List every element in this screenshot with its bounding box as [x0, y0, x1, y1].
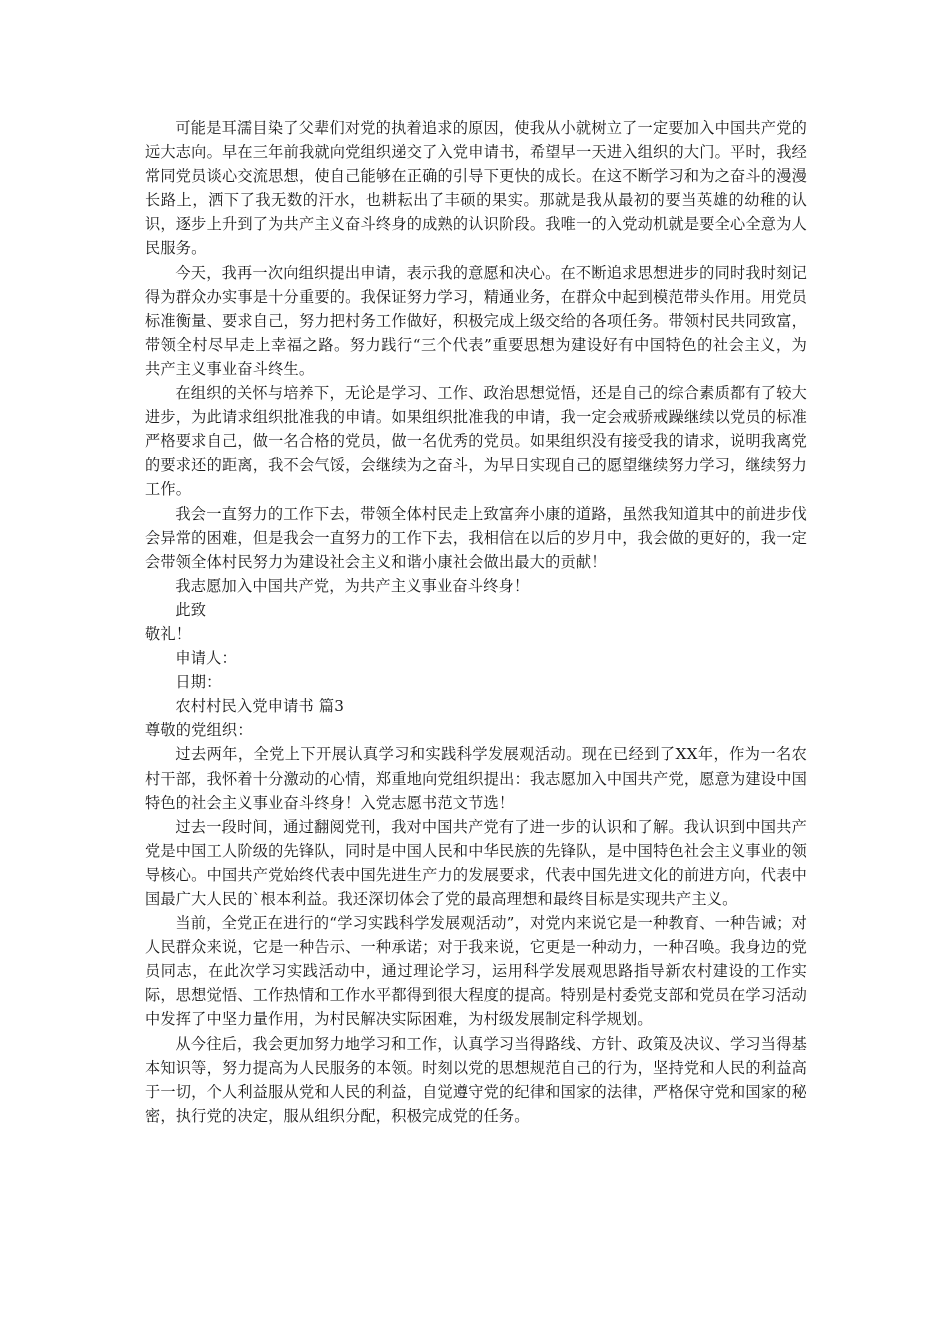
paragraph-2: 今天，我再一次向组织提出申请，表示我的意愿和决心。在不断追求思想进步的同时我时刻记得为群众办实事是十分重要的。我保证努力学习，精通业务，在群众中起到模范带头作用。用党员标准衡量、要求自己，努力把村务工作做好，积极完成上级交给的各项任务。带领村民共同致富，带领全村尽早走上幸福之路。努力践行“三个代表”重要思想为建设好有中国特色的社会主义，为共产主义事业奋斗终生。 — [145, 263, 807, 378]
paragraph-7: 过去一段时间，通过翻阅党刊，我对中国共产党有了进一步的认识和了解。我认识到中国共产党是中国工人阶级的先锋队，同时是中国人民和中华民族的先锋队，是中国特色社会主义事业的领导核心。中国共产党始终代表中国先进生产力的发展要求，代表中国先进文化的前进方向，代表中国最广大人民的`根本利益。我还深切体会了党的最高理想和最终目标是实现共产主义。 — [145, 817, 807, 908]
document-page — [145, 116, 807, 1128]
paragraph-9: 从今往后，我会更加努力地学习和工作，认真学习当得路线、方针、政策及决议、学习当得基本知识等，努力提高为人民服务的本领。时刻以党的思想规范自己的行为，坚持党和人民的利益高于一切，个人利益服从党和人民的利益，自觉遵守党的纪律和国家的法律，严格保守党和国家的秘密，执行党的决定，服从组织分配，积极完成党的任务。 — [145, 1034, 807, 1125]
applicant-label: 申请人： — [175, 649, 237, 668]
greeting: 尊敬的党组织： — [145, 721, 253, 740]
paragraph-8: 当前，全党正在进行的“学习实践科学发展观活动”，对党内来说它是一种教育、一种告诫；对人民群众来说，它是一种告示、一种承诺；对于我来说，它更是一种动力，一种召唤。我身边的党员同志，在此次学习实践活动中，通过理论学习，运用科学发展观思路指导新农村建设的工作实际，思想觉悟、工作热情和工作水平都得到很大程度的提高。特别是村委党支部和党员在学习活动中发挥了中坚力量作用，为村民解决实际困难，为村级发展制定科学规划。 — [145, 914, 807, 1029]
paragraph-6: 过去两年，全党上下开展认真学习和实践科学发展观活动。现在已经到了XX年，作为一名农村干部，我怀着十分激动的心情，郑重地向党组织提出：我志愿加入中国共产党，愿意为建设中国特色的社会主义事业奋斗终身！入党志愿书范文节选！ — [145, 745, 807, 812]
closing-text: 此致 — [175, 600, 207, 619]
paragraph-3: 在组织的关怀与培养下，无论是学习、工作、政治思想觉悟，还是自己的综合素质都有了较大进步，为此请求组织批准我的申请。如果组织批准我的申请，我一定会戒骄戒躁继续以党员的标准严格要求自己，做一名合格的党员，做一名优秀的党员。如果组织没有接受我的请求，说明我离党的要求还的距离，我不会气馁，会继续为之奋斗，为早日实现自己的愿望继续努力学习，继续努力工作。 — [145, 384, 807, 499]
salute-text: 敬礼！ — [145, 624, 192, 643]
section-title: 农村村民入党申请书 篇3 — [175, 697, 345, 716]
paragraph-4: 我会一直努力的工作下去，带领全体村民走上致富奔小康的道路，虽然我知道其中的前进步伐会异常的困难，但是我会一直努力的工作下去，我相信在以后的岁月中，我会做的更好的，我一定会带领全体村民努力为建设社会主义和谐小康社会做出最大的贡献！ — [145, 504, 807, 571]
paragraph-5: 我志愿加入中国共产党，为共产主义事业奋斗终身！ — [175, 576, 530, 595]
paragraph-1: 可能是耳濡目染了父辈们对党的执着追求的原因，使我从小就树立了一定要加入中国共产党的远大志向。早在三年前我就向党组织递交了入党申请书，希望早一天进入组织的大门。平时，我经常同党员谈心交流思想，使自己能够在正确的引导下更快的成长。在这不断学习和为之奋斗的漫漫长路上，洒下了我无数的汗水，也耕耘出了丰硕的果实。那就是我从最初的要当英雄的幼稚的认识，逐步上升到了为共产主义奋斗终身的成熟的认识阶段。我唯一的入党动机就是要全心全意为人民服务。 — [145, 119, 807, 258]
date-label: 日期： — [175, 673, 222, 692]
